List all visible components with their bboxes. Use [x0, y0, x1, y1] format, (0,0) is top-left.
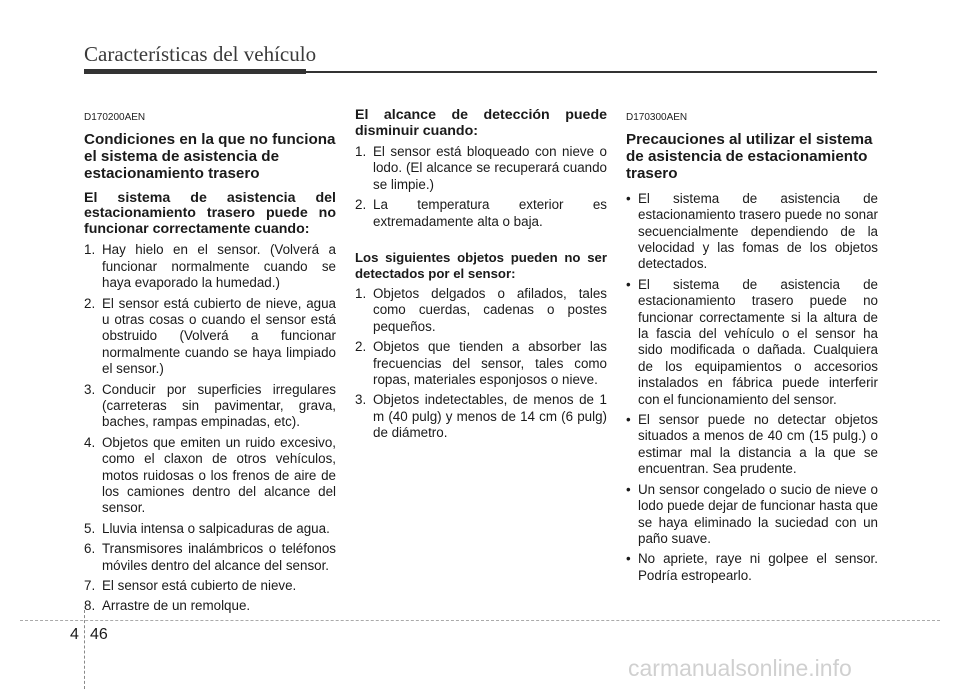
detection-range-heading: El alcance de detección puede disminuir cuando:	[355, 107, 607, 139]
bullet-item: • El sistema de asistencia de estacionamiento trasero puede no sonar secuencialmente dependiendo de la velocidad y las fomas de los objetos detectados.	[626, 190, 878, 272]
detection-range-list	[355, 144, 607, 230]
list-item: 2. Objetos que tienden a absorber las frecuencias del sensor, tales como ropas, materiales esponjosos o nieve.	[355, 339, 607, 388]
condition-list	[84, 242, 336, 615]
bullet-item: • El sistema de asistencia de estacionamiento trasero puede no funcionar correctamente si la altura de la fascia del vehículo o el sensor ha sido modificada o dañada. Cualquiera de los equipamientos o accesorios instalados en fábrica puede interferir con el funcionamiento del sensor.	[626, 276, 878, 407]
footer-divider	[84, 610, 85, 689]
precaution-list	[626, 191, 878, 584]
spacer	[355, 238, 607, 250]
chapter-number: 4	[70, 626, 79, 643]
list-item: 8. Arrastre de un remolque.	[84, 598, 251, 614]
section-code: D170300AEN	[626, 112, 688, 123]
bullet-icon: •	[626, 481, 631, 497]
watermark: carmanualsonline.info	[628, 655, 852, 681]
undetected-objects-list	[355, 286, 607, 442]
section-heading: Precauciones al utilizar el sistema de asistencia de estacionamiento trasero	[626, 131, 873, 182]
bullet-item: • No apriete, raye ni golpee el sensor. Podría estropearlo.	[626, 551, 878, 583]
section-subheading: El sistema de asistencia del estacionamiento trasero puede no funcionar correctamente cuando:	[84, 189, 336, 237]
list-item: 2. La temperatura exterior es extremadamente alta o baja.	[355, 197, 607, 229]
footer-rule	[20, 620, 940, 621]
column-1	[84, 108, 336, 623]
page-header-title: Características del vehículo	[84, 42, 317, 66]
list-item: 7. El sensor está cubierto de nieve.	[84, 578, 297, 594]
header-rule	[84, 71, 877, 73]
list-item: 3. Conducir por superficies irregulares (carreteras sin pavimentar, grava, baches, rampas empinadas, etc).	[84, 381, 336, 430]
section-code: D170200AEN	[84, 112, 146, 123]
list-item: 4. Objetos que emiten un ruido excesivo, como el claxon de otros vehículos, motos ruidosas o los frenos de aire de los camiones dentro del alcance del sensor.	[84, 434, 336, 516]
bullet-icon: •	[626, 412, 631, 428]
column-3	[626, 108, 878, 592]
list-item: 5. Lluvia intensa o salpicaduras de agua.	[84, 520, 330, 536]
column-2	[355, 108, 607, 450]
bullet-icon: •	[626, 551, 631, 567]
undetected-objects-heading: Los siguientes objetos pueden no ser detectados por el sensor:	[355, 250, 607, 281]
list-item: 1. Objetos delgados o afilados, tales como cuerdas, cadenas o postes pequeños.	[355, 286, 607, 334]
list-item: 1. El sensor está bloqueado con nieve o lodo. (El alcance se recuperará cuando se limpie.)	[355, 144, 607, 192]
bullet-icon: •	[626, 276, 631, 292]
bullet-item: • El sensor puede no detectar objetos situados a menos de 40 cm (15 pulg.) o estimar mal la distancia a la que se encuentran. Sea prudente.	[626, 412, 878, 477]
bullet-item: • Un sensor congelado o sucio de nieve o lodo puede dejar de funcionar hasta que se haya eliminado la suciedad con un paño suave.	[626, 481, 878, 546]
bullet-icon: •	[626, 190, 631, 206]
page-number: 46	[90, 626, 108, 643]
list-item: 2. El sensor está cubierto de nieve, agua u otras cosas o cuando el sensor está obstruido (Volverá a funcionar normalmente cuando se haya limpiado el sensor.)	[84, 295, 336, 377]
list-item: 1. Hay hielo en el sensor. (Volverá a funcionar normalmente cuando se haya evaporado la humedad.)	[84, 242, 336, 291]
list-item: 6. Transmisores inalámbricos o teléfonos móviles dentro del alcance del sensor.	[84, 541, 336, 573]
section-heading: Condiciones en la que no funciona el sistema de asistencia de estacionamiento trasero	[84, 131, 336, 182]
list-item: 3. Objetos indetectables, de menos de 1 m (40 pulg) y menos de 14 cm (6 pulg) de diámetro.	[355, 392, 607, 441]
